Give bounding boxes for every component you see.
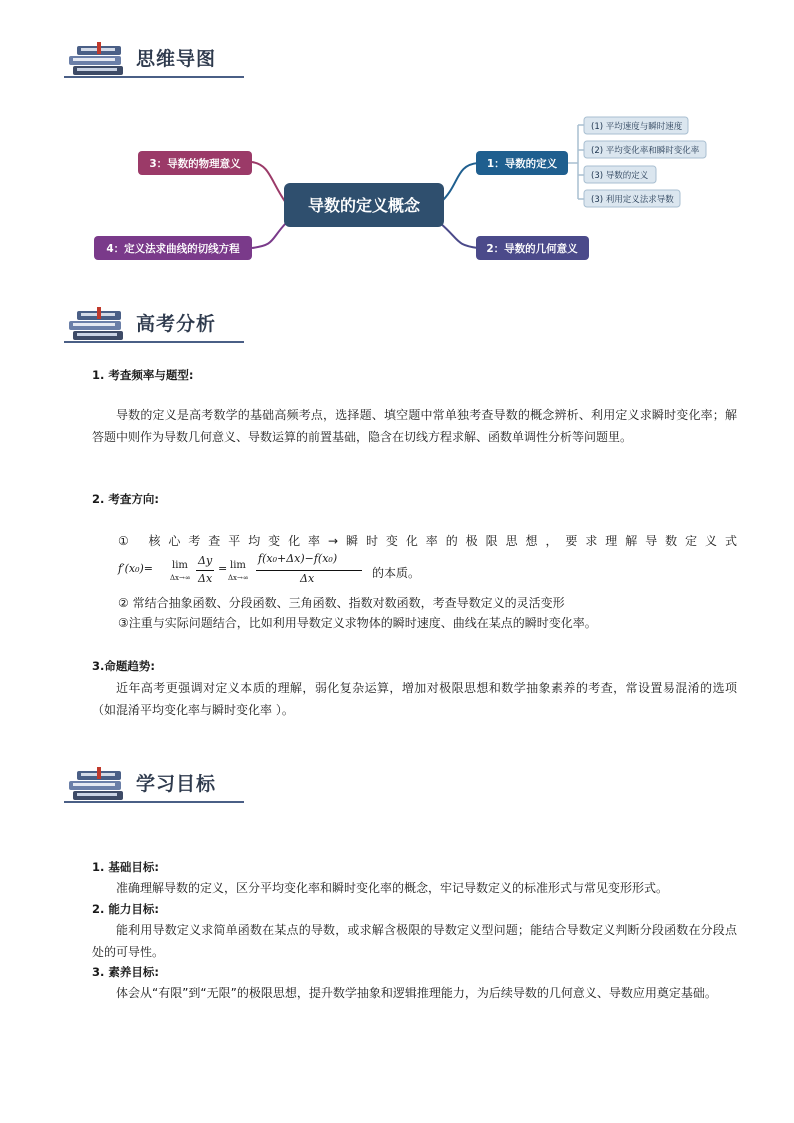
formula-eq: = bbox=[218, 562, 228, 575]
section-rule bbox=[64, 801, 244, 803]
sub-node-3-label: (3) 导数的定义 bbox=[591, 171, 649, 181]
node-4-label: 4：定义法求曲线的切线方程 bbox=[106, 243, 240, 255]
direction-1-tail: 的本质。 bbox=[372, 566, 421, 580]
analysis-heading-3: 3.命题趋势: bbox=[92, 659, 155, 673]
goal-heading-2: 2. 能力目标: bbox=[92, 902, 159, 916]
direction-3: ③注重与实际问题结合，比如利用导数定义求物体的瞬时速度、曲线在某点的瞬时变化率。 bbox=[118, 616, 597, 630]
sub-node-2-label: (2) 平均变化率和瞬时变化率 bbox=[591, 146, 700, 156]
direction-1: ① 核心考查平均变化率→瞬时变化率的极限思想，要求理解导数定义式 bbox=[118, 534, 737, 548]
section-header-goals bbox=[64, 765, 244, 805]
frac2-bar bbox=[256, 570, 362, 571]
section-title: 高考分析 bbox=[136, 313, 217, 335]
formula-lhs: f′(x₀)= bbox=[118, 562, 153, 575]
node-2-label: 2：导数的几何意义 bbox=[486, 243, 578, 255]
frac1-den: Δx bbox=[198, 572, 213, 585]
sub-node-4-label: (3) 利用定义法求导数 bbox=[591, 195, 674, 205]
books-icon bbox=[66, 767, 128, 801]
formula-lim: lim bbox=[172, 560, 188, 571]
goal-paragraph-1: 准确理解导数的定义，区分平均变化率和瞬时变化率的概念，牢记导数定义的标准形式与常见变形形式。 bbox=[116, 881, 669, 895]
section-header-analysis bbox=[64, 305, 244, 345]
section-title: 学习目标 bbox=[136, 773, 217, 795]
formula-lim-2: lim bbox=[230, 560, 246, 571]
frac2-den: Δx bbox=[300, 572, 315, 585]
analysis-heading-2: 2. 考查方向: bbox=[92, 492, 159, 506]
goal-paragraph-2: 能利用导数定义求简单函数在某点的导数，或求解含极限的导数定义型问题；能结合导数定义判断分段函数在分段点处的可导性。 bbox=[92, 923, 737, 959]
frac1-num: Δy bbox=[198, 554, 213, 567]
node-3-label: 3：导数的物理意义 bbox=[149, 158, 241, 170]
goal-paragraph-3: 体会从“有限”到“无限”的极限思想，提升数学抽象和逻辑推理能力，为后续导数的几何意义、导数应用奠定基础。 bbox=[116, 986, 717, 1000]
section-header-mindmap bbox=[64, 40, 244, 80]
section-title: 思维导图 bbox=[136, 48, 217, 70]
books-icon bbox=[66, 42, 128, 76]
section-rule bbox=[64, 76, 244, 78]
center-node-label: 导数的定义概念 bbox=[307, 196, 421, 215]
frac1-bar bbox=[196, 570, 214, 571]
direction-2: ② 常结合抽象函数、分段函数、三角函数、指数对数函数，考查导数定义的灵活变形 bbox=[118, 596, 565, 610]
formula-lim-sub-2: Δx→∞ bbox=[228, 574, 249, 582]
books-icon bbox=[66, 307, 128, 341]
analysis-paragraph-1: 导数的定义是高考数学的基础高频考点，选择题、填空题中常单独考查导数的概念辨析、利用定义求瞬时变化率；解答题中则作为导数几何意义、导数运算的前置基础，隐含在切线方程求解、函数单调性分析等问题里。 bbox=[92, 408, 737, 444]
goal-heading-3: 3. 素养目标: bbox=[92, 965, 159, 979]
analysis-paragraph-3: 近年高考更强调对定义本质的理解，弱化复杂运算，增加对极限思想和数学抽象素养的考查，常设置易混淆的选项（如混淆平均变化率与瞬时变化率 ）。 bbox=[92, 681, 737, 717]
node-1-label: 1：导数的定义 bbox=[486, 158, 558, 170]
sub-node-1-label: (1) 平均速度与瞬时速度 bbox=[591, 122, 683, 132]
formula-lim-sub: Δx→∞ bbox=[170, 574, 191, 582]
mind-map bbox=[0, 105, 794, 280]
goal-heading-1: 1. 基础目标: bbox=[92, 860, 159, 874]
analysis-heading-1: 1. 考查频率与题型: bbox=[92, 368, 194, 382]
section-rule bbox=[64, 341, 244, 343]
frac2-num: f(x₀+Δx)−f(x₀) bbox=[258, 552, 338, 565]
